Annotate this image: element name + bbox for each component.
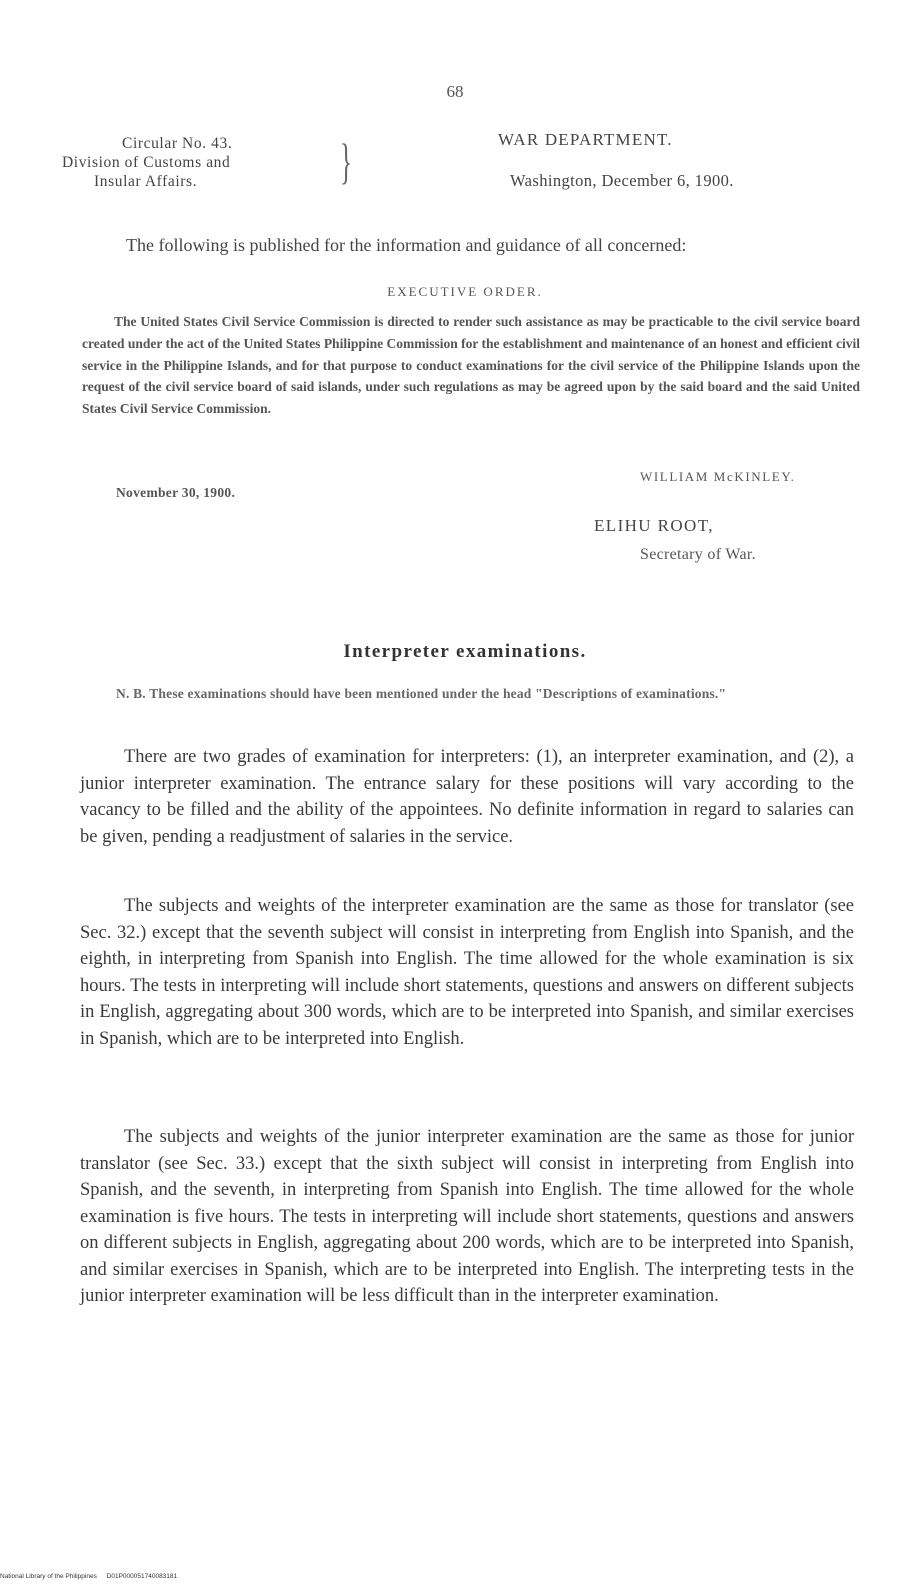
division-name: Division of Customs and — [62, 154, 231, 171]
circular-number: Circular No. 43. — [122, 135, 233, 152]
page-number: 68 — [446, 82, 464, 101]
issuing-office — [498, 130, 734, 191]
body-paragraph: The subjects and weights of the interpreter examination are the same as those for translator (see Sec. 32.) except that the seventh subject will consist in interpreting from English into Spanish, and the eighth, in interpreting from Spanish into English. The time allowed for the whole examination is six hours. The tests in interpreting will include short statements, questions and answers on different subjects in English, aggregating about 300 words, which are to be interpreted into Spanish, and similar exercises in Spanish, which are to be interpreted into English. — [80, 896, 854, 1049]
issue-date: Washington, December 6, 1900. — [510, 171, 734, 190]
countersign-name: ELIHU ROOT, — [594, 516, 714, 535]
footer-id: D01P000051740083181 — [106, 1573, 178, 1580]
footer-source: National Library of the Philippines — [0, 1573, 97, 1580]
circular-reference — [62, 134, 232, 191]
executive-order-title: EXECUTIVE ORDER. — [387, 284, 543, 299]
executive-order-date: November 30, 1900. — [116, 485, 236, 500]
executive-order-signer: WILLIAM McKINLEY. — [640, 469, 796, 484]
editorial-note: N. B. These examinations should have been mentioned under the head "Descriptions of examinations." — [116, 686, 727, 701]
body-paragraph: The subjects and weights of the junior interpreter examination are the same as those for junior translator (see Sec. 33.) except that the sixth subject will consist in interpreting from English into Spanish, and the seventh, in interpreting from Spanish into English. The time allowed for the whole examination is five hours. The tests in interpreting will include short statements, questions and answers on different subjects in English, aggregating about 200 words, which are to be interpreted into Spanish, and similar exercises in Spanish, which are to be interpreted into English. The interpreting tests in the junior interpreter examination will be less difficult than in the interpreter examination. — [80, 1127, 854, 1306]
section-heading: Interpreter examinations. — [343, 641, 587, 662]
executive-order-body: The United States Civil Service Commission is directed to render such assistance as may be practicable to the civil service board created under the act of the United States Philippine Commission for the establishment and maintenance of an honest and efficient civil service in the Philippine Islands, and for that purpose to conduct examinations for the civil service of the Philippine Islands upon the request of the civil service board of said islands, under such regulations as may be agreed upon by the said board and the said United States Civil Service Commission. — [82, 314, 860, 417]
scan-footer — [0, 1573, 185, 1580]
department-name: WAR DEPARTMENT. — [498, 130, 673, 149]
countersign-title: Secretary of War. — [640, 546, 756, 563]
division-name-continued: Insular Affairs. — [94, 173, 198, 190]
body-paragraph: There are two grades of examination for interpreters: (1), an interpreter examination, and (2), a junior interpreter examination. The entrance salary for these positions will vary according to the vacancy to be filled and the ability of the appointees. No definite information in regard to salaries can be given, pending a readjustment of salaries in the service. — [80, 747, 854, 847]
brace-icon: } — [340, 133, 352, 189]
intro-paragraph: The following is published for the information and guidance of all concerned: — [126, 235, 687, 255]
